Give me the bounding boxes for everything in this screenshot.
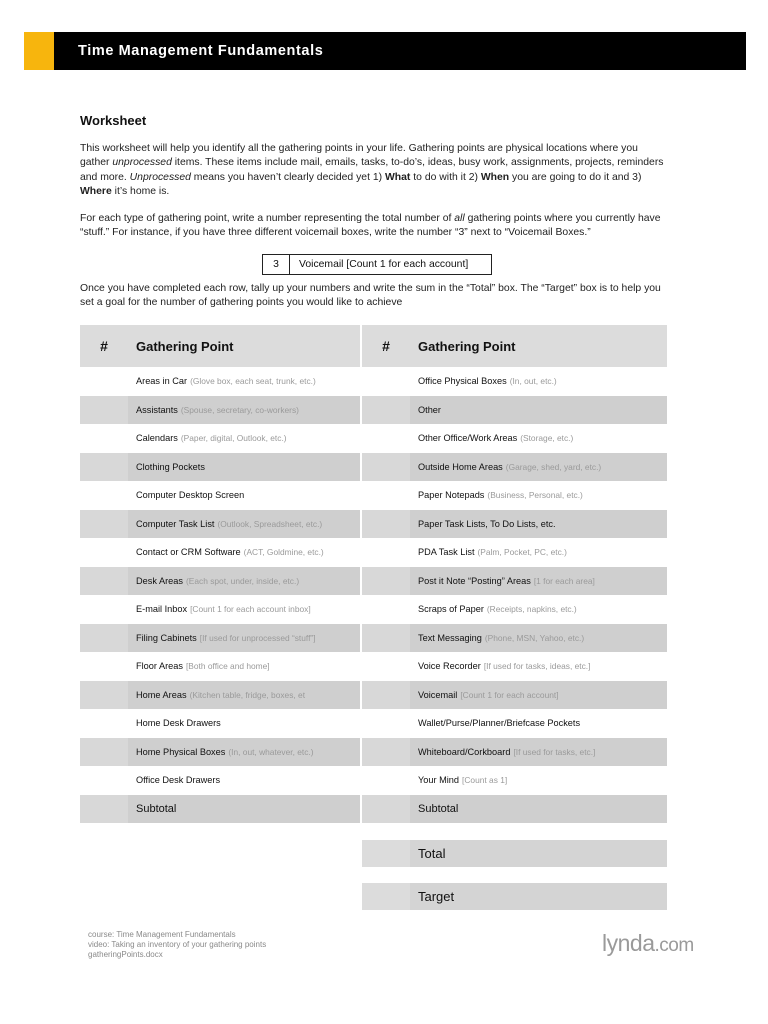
target-number-cell[interactable] — [362, 883, 410, 910]
table-row — [80, 681, 667, 710]
document-title: Time Management Fundamentals — [78, 43, 324, 59]
gathering-point-left — [136, 453, 360, 482]
example-box — [262, 254, 492, 275]
gathering-point-left-label: Desk Areas — [136, 575, 183, 586]
count-cell-right[interactable] — [362, 595, 410, 624]
table-header-row — [80, 325, 667, 367]
gathering-point-right — [418, 510, 667, 539]
count-cell-right[interactable] — [362, 624, 410, 653]
count-cell-left[interactable] — [80, 766, 128, 795]
gathering-point-left-label: Computer Task List — [136, 518, 215, 529]
gathering-point-left — [136, 624, 360, 653]
count-cell-right[interactable] — [362, 367, 410, 396]
gathering-point-right — [418, 652, 667, 681]
count-cell-right[interactable] — [362, 481, 410, 510]
gathering-point-left — [136, 595, 360, 624]
footer-line: video: Taking an inventory of your gathering points — [88, 940, 267, 949]
gathering-point-left — [136, 652, 360, 681]
header-num-right: # — [382, 338, 390, 354]
footer-line: gatheringPoints.docx — [88, 950, 163, 959]
paragraph-segment: all — [454, 213, 465, 224]
gathering-point-right — [418, 624, 667, 653]
gathering-point-right — [418, 595, 667, 624]
target-label: Target — [418, 889, 455, 904]
count-cell-right[interactable] — [362, 538, 410, 567]
total-label: Total — [418, 846, 446, 861]
subtotal-cell-left[interactable] — [80, 795, 128, 824]
gathering-point-left-note: (ACT, Goldmine, etc.) — [243, 547, 324, 558]
gathering-point-left-note: (Paper, digital, Outlook, etc.) — [180, 433, 287, 444]
gathering-point-left — [136, 538, 360, 567]
gathering-point-right-label: PDA Task List — [418, 547, 475, 558]
paragraph-segment: What — [384, 171, 411, 183]
gathering-point-left-note: [If used for unprocessed “stuff”] — [199, 632, 316, 643]
tally-paragraph — [80, 282, 670, 311]
header-label-right: Gathering Point — [418, 338, 516, 354]
count-cell-right[interactable] — [362, 567, 410, 596]
gathering-point-left-note: [Count 1 for each account inbox] — [190, 604, 311, 615]
gathering-point-left-label: Floor Areas — [136, 661, 183, 672]
gathering-point-right-label: Whiteboard/Corkboard — [418, 746, 511, 757]
count-cell-right[interactable] — [362, 652, 410, 681]
gathering-point-left — [136, 709, 360, 738]
gathering-point-left-label: Home Desk Drawers — [136, 718, 221, 729]
count-cell-left[interactable] — [80, 453, 128, 482]
gathering-point-left — [136, 738, 360, 767]
gathering-point-right-label: Your Mind — [418, 775, 460, 786]
gathering-point-right-label: Outside Home Areas — [418, 461, 503, 472]
gathering-point-right-label: Paper Task Lists, To Do Lists, etc. — [418, 518, 556, 529]
gathering-point-right — [418, 766, 667, 795]
lynda-logo: lynda.com — [602, 930, 694, 956]
gathering-point-right — [418, 738, 667, 767]
count-cell-left[interactable] — [80, 481, 128, 510]
gathering-point-right-note: [If used for tasks, ideas, etc.] — [483, 661, 591, 672]
gathering-point-left-label: Office Desk Drawers — [136, 775, 221, 786]
table-row — [80, 709, 667, 738]
paragraph-segment: gathering points where you currently have “stuff.” For instance, if you have three different voicemail boxes, write the number “3” next to “Voicemail Boxes.” — [80, 213, 661, 239]
total-row — [362, 840, 667, 867]
gathering-point-right-label: Other — [418, 404, 441, 415]
gathering-point-right-note: [If used for tasks, etc.] — [513, 746, 596, 757]
gathering-point-left-label: Clothing Pockets — [136, 461, 205, 472]
gathering-point-right-label: Wallet/Purse/Planner/Briefcase Pockets — [418, 718, 581, 729]
table-row — [80, 567, 667, 596]
target-row — [362, 883, 667, 910]
gathering-point-right-note: (Receipts, napkins, etc.) — [486, 604, 577, 615]
table-row — [80, 396, 667, 425]
gathering-point-right-note: (In, out, etc.) — [509, 376, 557, 387]
gathering-point-right-label: Voice Recorder — [418, 661, 481, 672]
count-cell-right[interactable] — [362, 681, 410, 710]
instructions-paragraph — [80, 212, 670, 241]
count-cell-left[interactable] — [80, 396, 128, 425]
count-cell-left[interactable] — [80, 595, 128, 624]
subtotal-row — [80, 795, 667, 824]
header-label-left: Gathering Point — [136, 338, 234, 354]
paragraph-segment: means you haven’t clearly decided yet 1) — [190, 171, 385, 183]
gathering-point-left-label: Calendars — [136, 433, 178, 444]
gathering-point-right-label: Voicemail — [418, 689, 458, 700]
gathering-point-right-note: (Business, Personal, etc.) — [487, 490, 583, 501]
gathering-point-left-label: Contact or CRM Software — [136, 547, 241, 558]
gathering-point-right-label: Other Office/Work Areas — [418, 433, 518, 444]
gathering-point-left-label: Home Areas — [136, 689, 187, 700]
gathering-point-right-note: (Garage, shed, yard, etc.) — [505, 461, 602, 472]
intro-paragraph — [80, 142, 670, 200]
gathering-point-left-note: (Each spot, under, inside, etc.) — [185, 575, 300, 586]
table-row — [80, 738, 667, 767]
gathering-point-left-note: (Glove box, each seat, trunk, etc.) — [190, 376, 316, 387]
gathering-point-right — [418, 681, 667, 710]
table-row — [80, 595, 667, 624]
paragraph-segment: Once you have completed each row, tally up your numbers and write the sum in the “Total” box. The “Target” box is to help you set a goal for the number of gathering points you would like to achieve — [80, 283, 661, 309]
gathering-point-left-label: Areas in Car — [136, 376, 188, 387]
gathering-point-right — [418, 367, 667, 396]
paragraph-segment: items. These items include mail, emails, tasks, to-do’s, ideas, busy work, assignments, projects, reminders and more. — [80, 157, 664, 183]
table-row — [80, 766, 667, 795]
gathering-point-right-label: Post it Note “Posting” Areas — [418, 575, 531, 586]
count-cell-left[interactable] — [80, 738, 128, 767]
gathering-point-right — [418, 709, 667, 738]
gathering-point-left-label: Filing Cabinets — [136, 632, 197, 643]
example-label: Voicemail [Count 1 for each account] — [299, 259, 469, 270]
gathering-point-left-note: (Spouse, secretary, co-workers) — [180, 404, 299, 415]
gathering-point-left-label: Home Physical Boxes — [136, 746, 226, 757]
count-cell-left[interactable] — [80, 567, 128, 596]
count-cell-right[interactable] — [362, 709, 410, 738]
table-row — [80, 453, 667, 482]
gathering-point-right-note: (Phone, MSN, Yahoo, etc.) — [484, 632, 585, 643]
gathering-point-right — [418, 453, 667, 482]
table-row — [80, 481, 667, 510]
table-row — [80, 367, 667, 396]
section-title: Worksheet — [80, 113, 147, 128]
paragraph-segment: Where — [80, 186, 112, 198]
paragraph-segment: it’s home is. — [111, 186, 170, 198]
count-cell-left[interactable] — [80, 538, 128, 567]
gathering-point-right-note: [1 for each area] — [533, 575, 595, 586]
gathering-point-left-label: Assistants — [136, 404, 178, 415]
gathering-point-right-note: [Count as 1] — [462, 775, 508, 786]
gathering-point-right-label: Scraps of Paper — [418, 604, 484, 615]
subtotal-right — [418, 795, 667, 824]
gathering-point-left — [136, 510, 360, 539]
gathering-point-right-note: [Count 1 for each account] — [460, 689, 559, 700]
footer-course-info — [88, 930, 266, 960]
subtotal-left — [136, 795, 360, 824]
gathering-point-left-note: (In, out, whatever, etc.) — [228, 746, 314, 757]
gathering-point-right-note: (Palm, Pocket, PC, etc.) — [477, 547, 567, 558]
gathering-point-right-label: Text Messaging — [418, 632, 482, 643]
gathering-point-left — [136, 396, 360, 425]
table-row — [80, 624, 667, 653]
gathering-point-left-label: E-mail Inbox — [136, 604, 188, 615]
count-cell-left[interactable] — [80, 367, 128, 396]
count-cell-left[interactable] — [80, 424, 128, 453]
table-row — [80, 652, 667, 681]
gathering-point-right — [418, 424, 667, 453]
gathering-point-left — [136, 481, 360, 510]
count-cell-right[interactable] — [362, 510, 410, 539]
gathering-point-right-label: Paper Notepads — [418, 490, 485, 501]
gathering-point-left-label: Computer Desktop Screen — [136, 490, 245, 501]
gathering-point-left-note: [Both office and home] — [185, 661, 270, 672]
example-number: 3 — [263, 255, 290, 274]
gathering-point-left — [136, 766, 360, 795]
paragraph-segment: For each type of gathering point, write a number representing the total number of — [80, 213, 455, 224]
gathering-point-left — [136, 681, 360, 710]
count-cell-left[interactable] — [80, 709, 128, 738]
count-cell-right[interactable] — [362, 738, 410, 767]
count-cell-right[interactable] — [362, 453, 410, 482]
gathering-point-right-note: (Storage, etc.) — [520, 433, 574, 444]
gathering-point-left — [136, 367, 360, 396]
count-cell-right[interactable] — [362, 766, 410, 795]
paragraph-segment: unprocessed — [112, 157, 172, 169]
count-cell-left[interactable] — [80, 681, 128, 710]
table-row — [80, 538, 667, 567]
gathering-point-left-note: (Outlook, Spreadsheet, etc.) — [217, 518, 323, 529]
gathering-point-right — [418, 567, 667, 596]
subtotal-right-label: Subtotal — [418, 802, 459, 815]
gathering-point-left — [136, 567, 360, 596]
paragraph-segment: to do with it 2) — [410, 171, 481, 183]
paragraph-segment: Unprocessed — [129, 171, 191, 183]
paragraph-segment: This worksheet will help you identify all the gathering points in your life. Gathering points are physical locations where you gather — [80, 143, 638, 169]
count-cell-right[interactable] — [362, 424, 410, 453]
table-row — [80, 424, 667, 453]
gathering-point-left — [136, 424, 360, 453]
gathering-point-right-label: Office Physical Boxes — [418, 376, 507, 387]
gathering-point-right — [418, 538, 667, 567]
count-cell-left[interactable] — [80, 652, 128, 681]
gathering-point-left-note: (Kitchen table, fridge, boxes, et — [189, 689, 306, 700]
paragraph-segment: you are going to do it and 3) — [509, 171, 642, 183]
footer-line: course: Time Management Fundamentals — [88, 930, 236, 939]
paragraph-segment: When — [480, 171, 510, 183]
gathering-point-right — [418, 481, 667, 510]
table-row — [80, 510, 667, 539]
count-cell-left[interactable] — [80, 510, 128, 539]
subtotal-left-label: Subtotal — [136, 802, 177, 815]
count-cell-left[interactable] — [80, 624, 128, 653]
subtotal-cell-right[interactable] — [362, 795, 410, 824]
total-number-cell[interactable] — [362, 840, 410, 867]
gathering-point-right — [418, 396, 667, 425]
header-accent — [24, 32, 54, 70]
count-cell-right[interactable] — [362, 396, 410, 425]
header-num-left: # — [100, 338, 108, 354]
